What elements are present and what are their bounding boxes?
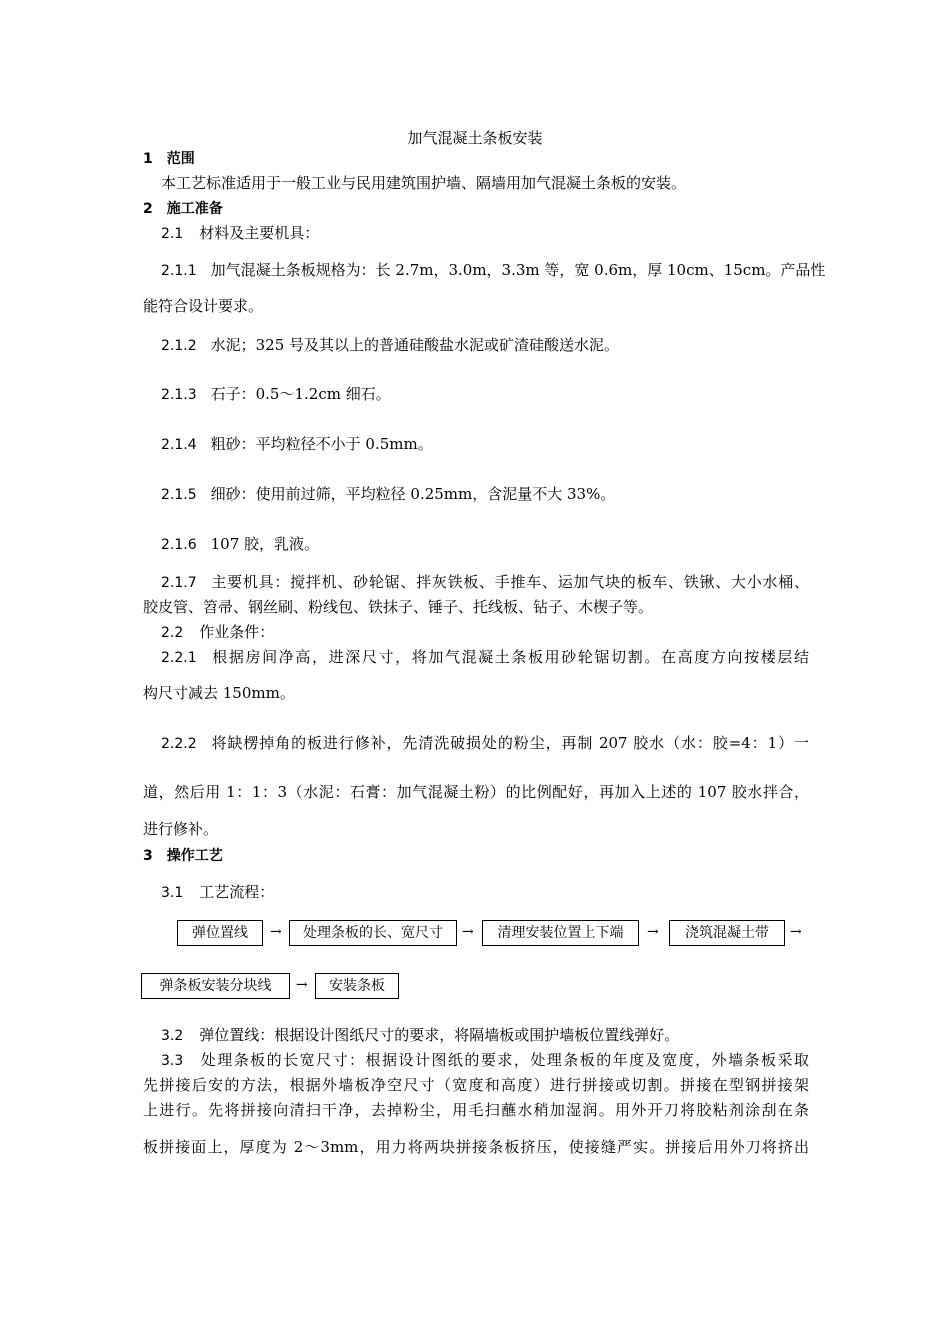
- subsection-text: 弹位置线：根据设计图纸尺寸的要求，将隔墙板或围护墙板位置线弹好。: [199, 1026, 680, 1044]
- item-2-2-2: [143, 733, 809, 754]
- item-number: 2.1.3: [161, 387, 197, 403]
- flow-step: 处理条板的长、宽尺寸: [289, 920, 457, 946]
- section-3-heading: [143, 845, 809, 866]
- subsection-2-1: [143, 223, 827, 244]
- flow-step: 弹位置线: [177, 920, 263, 946]
- flow-step: 清理安装位置上下端: [482, 920, 639, 946]
- item-number: 2.1.6: [161, 537, 197, 553]
- item-text: 粗砂：平均粒径不小于 0.5mm。: [210, 435, 433, 453]
- subsection-text: 工艺流程：: [199, 883, 275, 901]
- item-2-1-3: [143, 384, 827, 405]
- subsection-number: 2.1: [161, 226, 184, 242]
- item-text: 细砂：使用前过筛，平均粒径 0.25mm，含泥量不大 33%。: [210, 485, 616, 503]
- subsection-number: 2.2: [161, 625, 184, 641]
- item-text-continued: 胶皮管、笤帚、钢丝刷、粉线包、铁抹子、锤子、托线板、钻子、木楔子等。: [143, 598, 654, 616]
- item-number: 2.1.5: [161, 487, 197, 503]
- paragraph: 本工艺标准适用于一般工业与民用建筑围护墙、隔墙用加气混凝土条板的安装。: [161, 174, 687, 192]
- flow-step: 安装条板: [315, 973, 399, 999]
- section-number: 3: [143, 848, 153, 864]
- item-text: 将缺楞掉角的板进行修补，先清洗破损处的粉尘，再制 207 胶水（水：胶=4：1）一: [210, 734, 809, 752]
- arrow-icon: →: [790, 924, 802, 940]
- item-text: 水泥；325 号及其以上的普通硅酸盐水泥或矿渣硅酸送水泥。: [210, 336, 620, 354]
- paragraph-continued: 板拼接面上，厚度为 2～3mm，用力将两块拼接条板挤压，使接缝严实。拼接后用外刀将挤出: [143, 1138, 809, 1156]
- section-title: 施工准备: [166, 201, 223, 217]
- item-text: 加气混凝土条板规格为：长 2.7m，3.0m，3.3m 等，宽 0.6m，厚 10cm、15cm。产品性: [210, 261, 826, 279]
- item-2-1-7: [143, 572, 809, 593]
- item-2-2-1: [143, 647, 809, 668]
- section-2-heading: [143, 198, 809, 219]
- subsection-number: 3.1: [161, 885, 184, 901]
- item-text-continued: 能符合设计要求。: [143, 297, 264, 315]
- item-2-1-6: [143, 534, 827, 555]
- item-number: 2.1.1: [161, 263, 197, 279]
- item-number: 2.1.4: [161, 437, 197, 453]
- item-text-continued: 道，然后用 1：1：3（水泥：石膏：加气混凝土粉）的比例配好，再加入上述的 107 胶水拌合，: [143, 783, 809, 801]
- subsection-3-1: [143, 882, 827, 903]
- arrow-icon: →: [647, 924, 659, 940]
- item-2-1-5: [143, 484, 827, 505]
- paragraph-continued: 先拼接后安的方法，根据外墙板净空尺寸（宽度和高度）进行拼接或切割。拼接在型钢拼接架: [143, 1076, 809, 1094]
- subsection-text: 处理条板的长宽尺寸：根据设计图纸的要求，处理条板的年度及宽度，外墙条板采取: [199, 1051, 809, 1069]
- subsection-text: 作业条件：: [199, 623, 275, 641]
- section-number: 2: [143, 201, 153, 217]
- item-text: 根据房间净高，进深尺寸，将加气混凝土条板用砂轮锯切割。在高度方向按楼层结: [210, 648, 809, 666]
- subsection-3-3: [143, 1050, 809, 1071]
- item-number: 2.1.2: [161, 338, 197, 354]
- flow-step: 弹条板安装分块线: [141, 973, 290, 999]
- item-number: 2.2.1: [161, 650, 197, 666]
- paragraph-continued: 上进行。先将拼接向清扫干净，去掉粉尘，用毛扫蘸水稍加湿润。用外开刀将胶粘剂涂刮在条: [143, 1101, 809, 1119]
- item-text-continued: 构尺寸减去 150mm。: [143, 684, 295, 702]
- section-number: 1: [143, 151, 153, 167]
- item-text: 主要机具：搅拌机、砂轮锯、拌灰铁板、手推车、运加气块的板车、铁锹、大小水桶、: [210, 573, 809, 591]
- section-title: 操作工艺: [166, 848, 223, 864]
- item-text: 107 胶，乳液。: [210, 535, 320, 553]
- subsection-number: 3.3: [161, 1053, 184, 1069]
- flow-step: 浇筑混凝土带: [669, 920, 785, 946]
- item-text-continued: 进行修补。: [143, 820, 219, 838]
- item-2-1-1: [143, 260, 826, 281]
- section-title: 范围: [166, 151, 195, 167]
- subsection-3-2: [143, 1025, 827, 1046]
- arrow-icon: →: [296, 977, 308, 993]
- subsection-text: 材料及主要机具：: [199, 224, 320, 242]
- section-1-heading: [143, 148, 809, 169]
- subsection-number: 3.2: [161, 1028, 184, 1044]
- arrow-icon: →: [270, 924, 282, 940]
- item-2-1-2: [143, 335, 827, 356]
- item-number: 2.2.2: [161, 736, 197, 752]
- item-2-1-4: [143, 434, 827, 455]
- item-number: 2.1.7: [161, 575, 197, 591]
- item-text: 石子：0.5～1.2cm 细石。: [210, 385, 391, 403]
- arrow-icon: →: [462, 924, 474, 940]
- subsection-2-2: [143, 622, 827, 643]
- document-title: 加气混凝土条板安装: [407, 129, 543, 147]
